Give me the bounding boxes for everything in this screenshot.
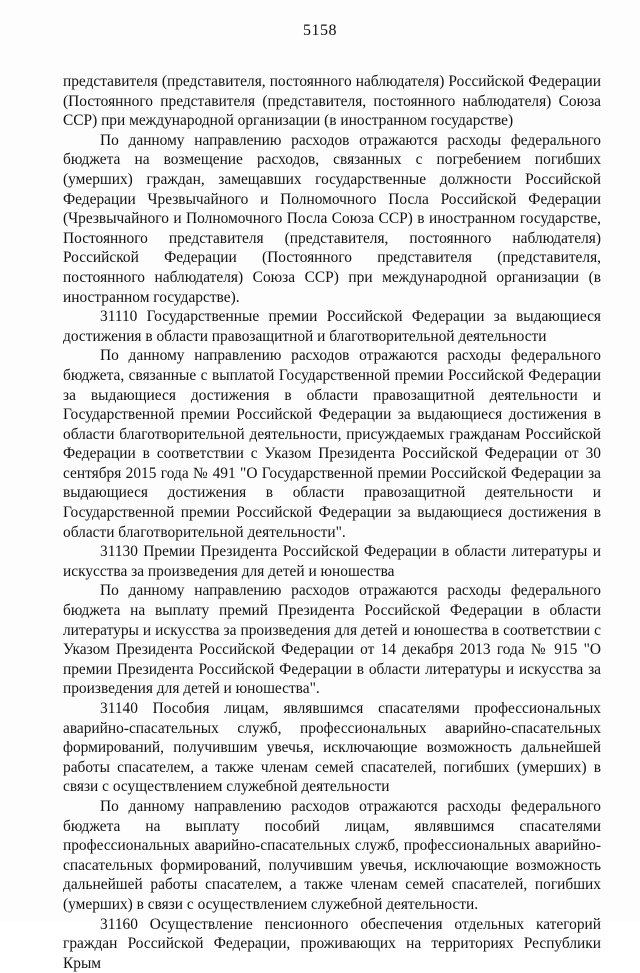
paragraph-description: По данному направлению расходов отражаются расходы федерального бюджета на выплату пособий лицам, являвшимся спасателями профессиональных аварийно-спасательных служб, профессиональных аварийно-спасательных формирований, получившим увечья, исключающие возможность дальнейшей работы спасателем, а также членам семей спасателей, погибших (умерших) в связи с осуществлением служебной деятельности. (63, 797, 601, 913)
paragraph-heading-31130: 31130 Премии Президента Российской Федерации в области литературы и искусства за произведения для детей и юношества (63, 543, 601, 580)
paragraph-heading-31140: 31140 Пособия лицам, являвшимся спасателями профессиональных аварийно-спасательных служб, профессиональных аварийно-спасательных формирований, получившим увечья, исключающие возможность дальнейшей работы спасателем, а также членам семей спасателей, погибших (умерших) в связи с осуществлением служебной деятельности (63, 700, 601, 796)
paragraph-heading-31160: 31160 Осуществление пенсионного обеспечения отдельных категорий граждан Российской Федерации, проживающих на территориях Республики Крым (63, 915, 601, 972)
paragraph-description: По данному направлению расходов отражаются расходы федерального бюджета, связанные с выплатой Государственной премии Российской Федерации за выдающиеся достижения в области правозащитной деятельности и Государственной премии Российской Федерации за выдающиеся достижения в области благотворительной деятельности, присуждаемых гражданам Российской Федерации в соответствии с Указом Президента Российской Федерации от 30 сентября 2015 года № 491 "О Государственной премии Российской Федерации за выдающиеся достижения в области правозащитной деятельности и Государственной премии Российской Федерации за выдающиеся достижения в области благотворительной деятельности". (63, 347, 601, 541)
paragraph-description: По данному направлению расходов отражаются расходы федерального бюджета на выплату премий Президента Российской Федерации в области литературы и искусства за произведения для детей и юношества в соответствии с Указом Президента Российской Федерации от 14 декабря 2013 года № 915 "О премии Президента Российской Федерации в области литературы и искусства за произведения для детей и юношества". (63, 582, 601, 698)
paragraph-heading-31110: 31110 Государственные премии Российской Федерации за выдающиеся достижения в области правозащитной и благотворительной деятельности (63, 308, 601, 345)
document-body (63, 72, 601, 973)
paragraph-continuation: представителя (представителя, постоянного наблюдателя) Российской Федерации (Постоянного представителя (представителя, постоянного наблюдателя) Союза ССР) при международной организации (в иностранном государстве) (63, 73, 601, 130)
paragraph-description: По данному направлению расходов отражаются расходы федерального бюджета на возмещение расходов, связанных с погребением погибших (умерших) граждан, замещавших государственные должности Российской Федерации Чрезвычайного и Полномочного Посла Российской Федерации (Чрезвычайного и Полномочного Посла Союза ССР) в иностранном государстве, Постоянного представителя (представителя, постоянного наблюдателя) Российской Федерации (Постоянного представителя (представителя, постоянного наблюдателя) Союза ССР) при международной организации (в иностранном государстве). (63, 131, 601, 306)
page-number: 5158 (303, 22, 337, 39)
